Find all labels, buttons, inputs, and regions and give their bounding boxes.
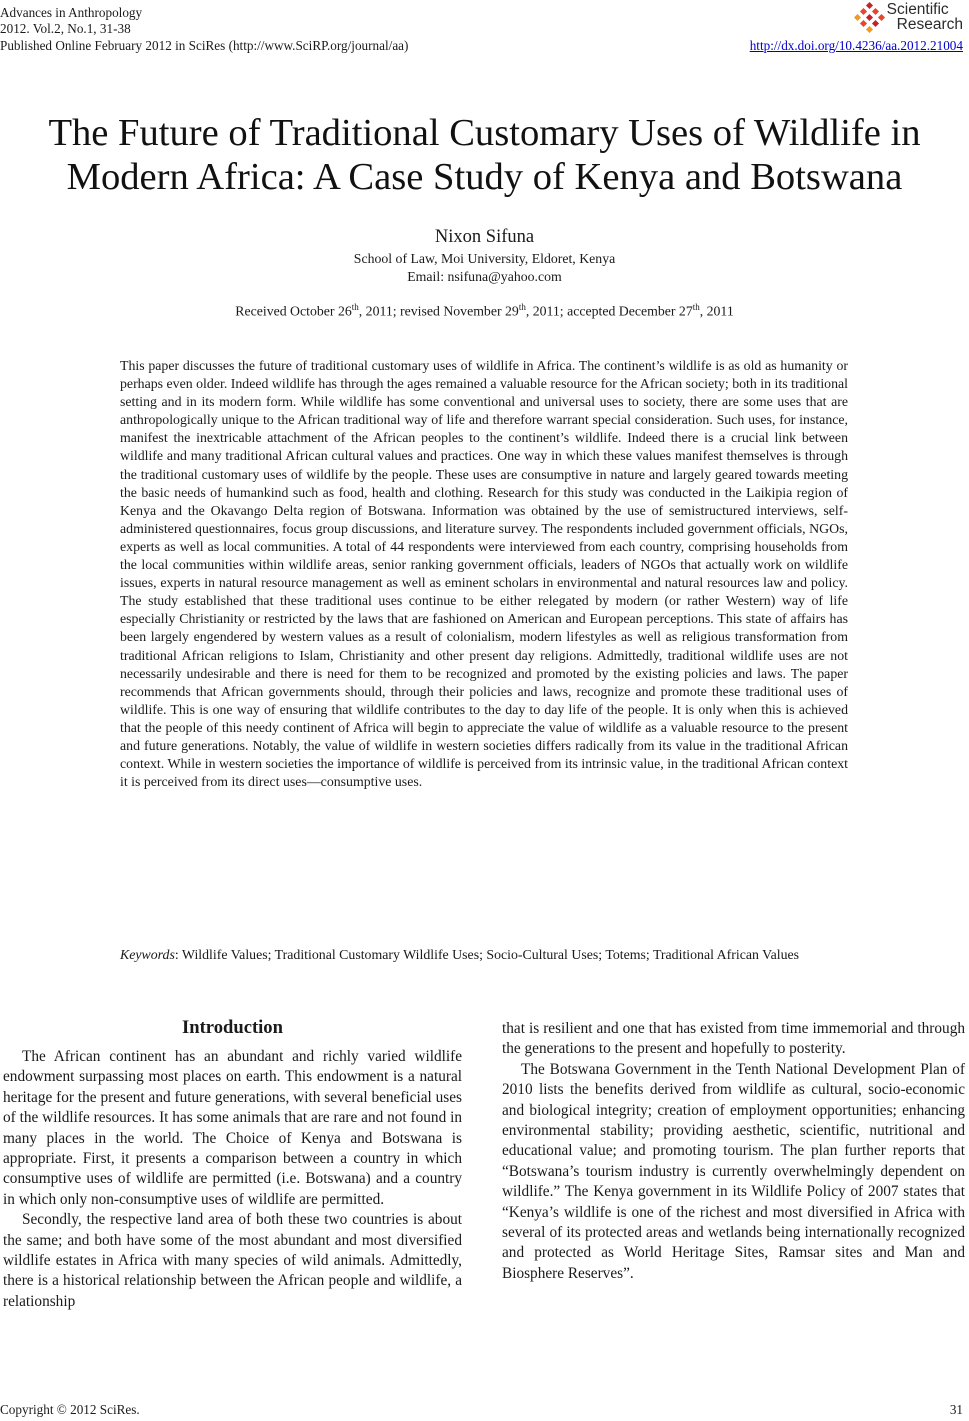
body-column-right bbox=[502, 1019, 965, 1284]
journal-header bbox=[0, 5, 408, 54]
keywords-list: : Wildlife Values; Traditional Customary Wildlife Uses; Socio-Cultural Uses; Totems; Traditional African Values bbox=[174, 947, 800, 962]
author-email: Email: nsifuna@yahoo.com bbox=[407, 269, 562, 284]
keywords bbox=[120, 946, 848, 964]
publication-note: Published Online February 2012 in SciRes (http://www.SciRP.org/journal/aa) bbox=[0, 37, 409, 53]
logo-text: Scientific Research bbox=[886, 1, 963, 33]
body-paragraph: Secondly, the respective land area of both these two countries is about the same; and both have some of the most abundant and most diversified wildlife estates in Africa with many species of wild animals. Admittedly, there is a historical relationship between the African people and wildlife, a relationship bbox=[3, 1211, 462, 1310]
scientific-research-logo-icon bbox=[851, 1, 885, 33]
keywords-label: Keywords bbox=[120, 947, 175, 962]
journal-volume: 2012. Vol.2, No.1, 31-38 bbox=[0, 21, 131, 37]
doi-link[interactable]: http://dx.doi.org/10.4236/aa.2012.21004 bbox=[749, 38, 963, 53]
body-column-left bbox=[3, 1014, 462, 1312]
body-paragraph: that is resilient and one that has existed from time immemorial and through the generations to the present and hopefully to posterity. bbox=[502, 1020, 965, 1058]
copyright-footer: Copyright © 2012 SciRes. bbox=[0, 1402, 140, 1417]
author-affiliation-block bbox=[0, 250, 969, 286]
section-heading-introduction: Introduction bbox=[182, 1017, 283, 1038]
paper-title: The Future of Traditional Customary Uses of Wildlife in Modern Africa: A Case Study of Kenya and Botswana bbox=[48, 112, 921, 198]
author-name: Nixon Sifuna bbox=[434, 227, 535, 247]
page-number: 31 bbox=[949, 1402, 963, 1417]
journal-name: Advances in Anthropology bbox=[0, 5, 143, 20]
author-affiliation: School of Law, Moi University, Eldoret, Kenya bbox=[353, 251, 616, 266]
body-paragraph: The African continent has an abundant and richly varied wildlife endowment surpassing most places on earth. This endowment is a natural heritage for the present and future generations, with several beneficial uses of the wildlife resources. It has some animals that are rare and not found in many places in the world. The Choice of Kenya and Botswana is appropriate. First, it presents a comparison between a country in which consumptive uses of wildlife are permitted (i.e. Botswana) and a country in which only non-consumptive uses of wildlife are permitted. bbox=[3, 1048, 462, 1208]
body-paragraph: The Botswana Government in the Tenth National Development Plan of 2010 lists the benefits derived from wildlife as cultural, socio-economic and biological integrity; creation of employment opportunities; enhancing environmental stability; providing aesthetic, scientific, nutritional and educational value; and promoting tourism. The plan further reports that “Botswana’s tourism industry is currently overwhelmingly dependent on wildlife.” The Kenya government in its Wildlife Policy of 2007 states that “Kenya’s wildlife is one of the richest and most diversified in Africa with several of its protected areas and wetlands being internationally recognized and protected as World Heritage Sites, Ramsar sites and Man and Biosphere Reserves”. bbox=[502, 1060, 965, 1282]
publisher-logo bbox=[851, 0, 963, 34]
abstract: This paper discusses the future of traditional customary uses of wildlife in Africa. The continent’s wildlife is as old as humanity or perhaps even older. Indeed wildlife has through the ages remained a valuable resource for the African society; both in its traditional setting and in its modern form. While wildlife has some conventional and universal uses to society, there are some uses that are anthropologically unique to the African traditional way of life and therefore warrant special consideration. Such uses, for instance, manifest the inextricable attachment of the African peoples to the continent’s wildlife. Indeed there is a crucial link between wildlife and many traditional African cultural values and practices. One way in which these values manifest themselves is through the traditional customary uses of wildlife by the people. These uses are consumptive in nature and largely geared towards meeting the basic needs of humankind such as food, health and clothing. Research for this study was conducted in the Laikipia region of Kenya and the Okavango Delta region of Botswana. Information was obtained by the use of semistructured interviews, self-administered questionnaires, focus group discussions, and literature survey. The respondents included government officials, NGOs, experts as well as local communities. A total of 44 respondents were interviewed from each country, comprising households from the local communities within wildlife areas, senior ranking government officials, leaders of NGOs that actually work on wildlife issues, experts in natural resource management as well as eminent scholars in environmental and natural resources law and policy. The study established that these traditional uses continue to be either relegated by modern (or rather Western) way of life especially Christianity or restricted by the laws that are fashioned on American and European perceptions. This state of affairs has been largely engendered by western values as a result of colonialism, modern lifestyles as well as religious transformation from traditional African religions to Islam, Christianity and other present day religions. Admittedly, traditional wildlife uses are not necessarily undesirable and there is need for them to be recognized and promoted by the existing policies and laws. The paper recommends that African governments should, through their policies and laws, recognize and promote these traditional uses of wildlife. This is one way of ensuring that wildlife contributes to the day to day life of the people. It is only when this is achieved that the people of this needy continent of Africa will begin to appreciate the value of wildlife as a valuable resource to the present and future generations. Notably, the value of wildlife in western societies differs radically from its value in the traditional African context. While in western societies the importance of wildlife is perceived from its intrinsic value, in the traditional African context it is perceived from its direct uses—consumptive uses. bbox=[120, 358, 848, 790]
submission-dates: Received October 26th, 2011; revised November 29th, 2011; accepted December 27th, 2011 bbox=[235, 302, 734, 319]
